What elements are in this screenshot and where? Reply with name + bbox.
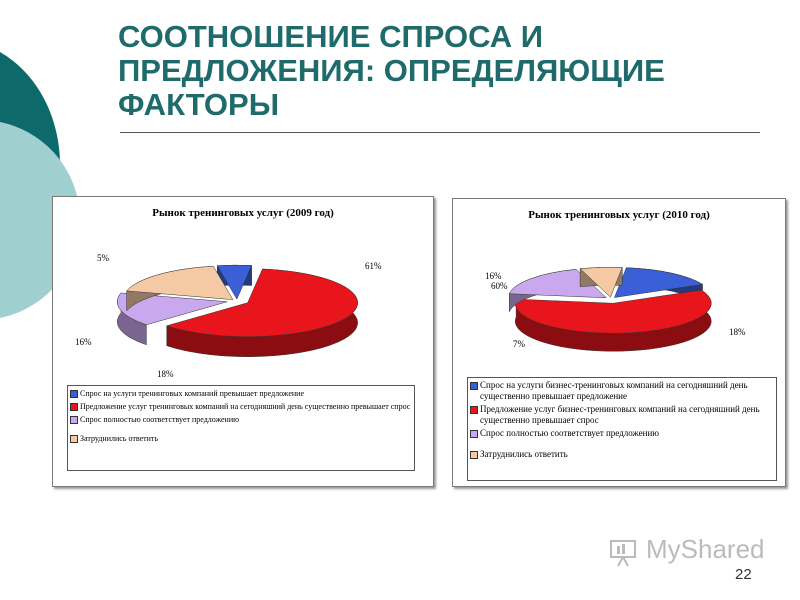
data-label: 60% xyxy=(491,281,508,291)
legend-label: Спрос на услуги бизнес-тренинговых компаний на сегодняшний день существенно превышает предложение xyxy=(480,380,748,401)
legend-label: Предложение услуг бизнес-тренинговых компаний на сегодняшний день существенно превышает спрос xyxy=(480,404,760,425)
legend-item xyxy=(68,388,414,399)
data-label: 5% xyxy=(97,253,109,263)
legend-swatch xyxy=(70,435,78,443)
legend-swatch xyxy=(470,382,478,390)
page-number: 22 xyxy=(735,566,752,583)
title-line: СООТНОШЕНИЕ СПРОСА И xyxy=(118,19,544,54)
watermark: MyShared xyxy=(646,534,765,564)
title-line: ПРЕДЛОЖЕНИЯ: ОПРЕДЕЛЯЮЩИЕ xyxy=(118,53,665,88)
legend-swatch xyxy=(470,406,478,414)
data-label: 16% xyxy=(75,337,92,347)
legend-item xyxy=(68,433,414,444)
legend-item xyxy=(68,414,414,425)
legend-item xyxy=(468,428,776,439)
legend-swatch xyxy=(470,430,478,438)
data-label: 18% xyxy=(157,369,174,379)
legend-label: Затруднились ответить xyxy=(480,449,568,459)
legend-item xyxy=(468,380,776,402)
legend-label: Затруднились ответить xyxy=(80,434,159,443)
presentation-icon xyxy=(608,538,638,568)
legend-item xyxy=(468,404,776,426)
legend-swatch xyxy=(70,403,78,411)
legend-label: Спрос на услуги тренинговых компаний превышает предложение xyxy=(80,389,305,398)
title-divider xyxy=(120,132,760,133)
slide-title xyxy=(118,20,758,122)
chart-legend xyxy=(467,377,777,481)
legend-item xyxy=(68,401,414,412)
chart-title: Рынок тренинговых услуг (2009 год) xyxy=(152,207,334,219)
chart-legend xyxy=(67,385,415,471)
chart-panel-2009 xyxy=(52,196,434,487)
legend-label: Спрос полностью соответствует предложению xyxy=(480,428,659,438)
legend-item xyxy=(468,449,776,460)
chart-title: Рынок тренинговых услуг (2010 год) xyxy=(528,209,710,221)
legend-swatch xyxy=(70,416,78,424)
data-label: 16% xyxy=(485,271,502,281)
legend-swatch xyxy=(470,451,478,459)
legend-label: Спрос полностью соответствует предложению xyxy=(80,415,240,424)
data-label: 7% xyxy=(513,339,525,349)
chart-panel-2010 xyxy=(452,198,786,487)
data-label: 61% xyxy=(365,261,382,271)
data-label: 18% xyxy=(729,327,746,337)
legend-swatch xyxy=(70,390,78,398)
legend-label: Предложение услуг тренинговых компаний на сегодняшний день существенно превышает спрос xyxy=(80,402,411,411)
title-line: ФАКТОРЫ xyxy=(118,87,280,122)
